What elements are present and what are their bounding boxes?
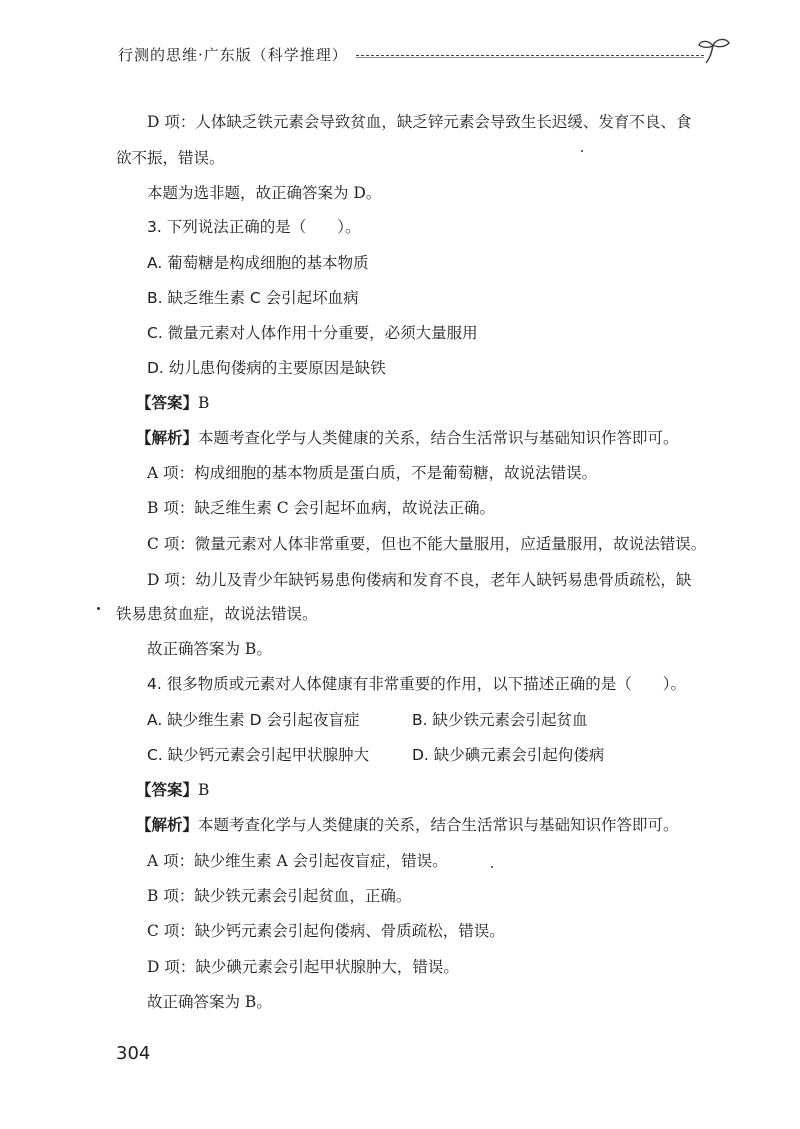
scan-speck [581,150,583,152]
page-number: 304 [116,1043,151,1064]
q2-d-explanation-line1: D 项：人体缺乏铁元素会导致贫血，缺乏锌元素会导致生长迟缓、发育不良、食 [147,113,692,131]
header-rule-underline [356,57,704,58]
q3-analysis [136,428,679,448]
q4-item-d: D 项：缺少碘元素会引起甲状腺肿大，错误。 [147,958,459,976]
sprout-icon [696,36,732,66]
scan-speck [97,607,100,610]
q2-conclusion: 本题为选非题，故正确答案为 D。 [147,184,382,202]
q3-option-c: C. 微量元素对人体作用十分重要，必须大量服用 [147,324,478,342]
q3-item-d-line1: D 项：幼儿及青少年缺钙易患佝偻病和发育不良，老年人缺钙易患骨质疏松，缺 [147,571,692,589]
q3-answer-label: 【答案】 [136,394,199,412]
q3-stem: 3. 下列说法正确的是（ ）。 [147,218,361,236]
q4-item-a: A 项：缺少维生素 A 会引起夜盲症，错误。 [147,852,448,870]
q3-analysis-label: 【解析】 [136,429,199,447]
q3-option-b: B. 缺乏维生素 C 会引起坏血病 [147,289,359,307]
q3-item-d-line2: 铁易患贫血症，故说法错误。 [116,605,318,623]
q4-option-b: B. 缺少铁元素会引起贫血 [412,711,588,729]
q3-answer [136,393,209,413]
q4-analysis [136,815,679,835]
q4-conclusion: 故正确答案为 B。 [147,993,272,1011]
q3-item-b: B 项：缺乏维生素 C 会引起坏血病，故说法正确。 [147,499,496,517]
q3-item-c: C 项：微量元素对人体非常重要，但也不能大量服用，应适量服用，故说法错误。 [147,535,707,553]
q3-option-a: A. 葡萄糖是构成细胞的基本物质 [147,254,369,272]
q2-d-explanation-line2: 欲不振，错误。 [116,149,225,167]
q3-answer-value: B [198,394,210,412]
q4-answer [136,780,209,800]
q3-option-d: D. 幼儿患佝偻病的主要原因是缺铁 [147,359,386,377]
q4-stem: 4. 很多物质或元素对人体健康有非常重要的作用，以下描述正确的是（ ）。 [147,675,686,693]
q4-analysis-text: 本题考查化学与人类健康的关系，结合生活常识与基础知识作答即可。 [198,816,679,834]
q3-conclusion: 故正确答案为 B。 [147,640,272,658]
q4-option-a: A. 缺少维生素 D 会引起夜盲症 [147,711,360,729]
header-title: 行测的思维·广东版（科学推理） [118,46,348,64]
q4-item-b: B 项：缺少铁元素会引起贫血，正确。 [147,887,412,905]
q4-answer-label: 【答案】 [136,781,199,799]
q4-option-d: D. 缺少碘元素会引起佝偻病 [412,746,605,764]
q3-analysis-text: 本题考查化学与人类健康的关系，结合生活常识与基础知识作答即可。 [198,429,679,447]
q4-analysis-label: 【解析】 [136,816,199,834]
q4-answer-value: B [198,781,210,799]
header-rule [356,55,704,56]
q3-item-a: A 项：构成细胞的基本物质是蛋白质，不是葡萄糖，故说法错误。 [147,464,598,482]
q4-option-c: C. 缺少钙元素会引起甲状腺肿大 [147,746,370,764]
running-header [118,44,718,74]
q4-item-c: C 项：缺少钙元素会引起佝偻病、骨质疏松，错误。 [147,922,505,940]
scan-speck [491,866,493,868]
